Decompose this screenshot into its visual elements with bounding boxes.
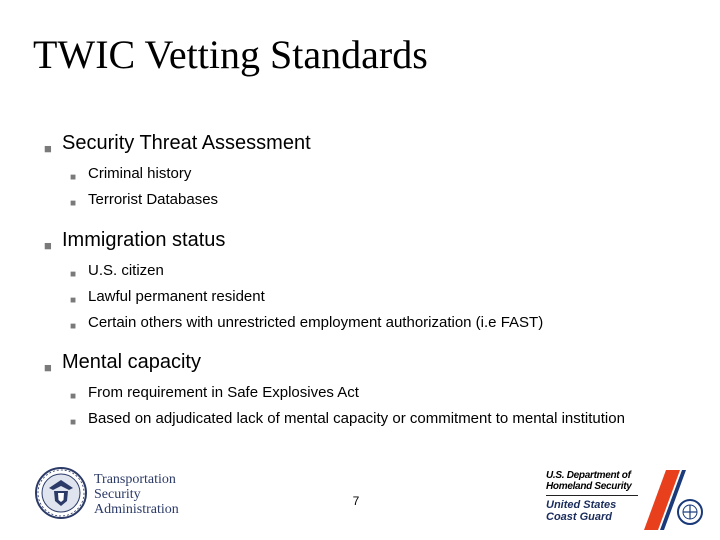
uscg-line2: Coast Guard <box>546 511 613 523</box>
sub-bullet <box>70 312 684 333</box>
square-bullet-icon: ■ <box>70 172 77 183</box>
sub-bullet-text: From requirement in Safe Explosives Act <box>88 384 359 401</box>
bullet-security-threat-assessment <box>44 130 684 156</box>
bullet-immigration-status <box>44 227 684 253</box>
slide-body <box>44 130 684 429</box>
tsa-line1: Transportation <box>94 472 176 487</box>
page-number: 7 <box>352 494 360 508</box>
slide-title: TWIC Vetting Standards <box>33 32 428 77</box>
sub-bullet <box>70 189 684 210</box>
square-bullet-icon: ■ <box>70 391 77 402</box>
tsa-line2: Security <box>94 487 141 502</box>
square-bullet-icon: ■ <box>70 295 77 306</box>
bullet-mental-capacity <box>44 349 684 375</box>
coast-guard-stripe-icon <box>640 470 720 530</box>
sub-bullet <box>70 286 684 307</box>
sub-bullet <box>70 408 648 429</box>
bullet-heading: Immigration status <box>62 229 226 251</box>
sub-bullet <box>70 163 684 184</box>
sub-bullet-text: Based on adjudicated lack of mental capacity or commitment to mental institution <box>88 410 625 427</box>
dhs-line1: U.S. Department of <box>546 470 631 481</box>
dhs-uscg-wordmark <box>546 470 646 523</box>
sub-bullet-text: Certain others with unrestricted employment authorization (i.e FAST) <box>88 314 544 331</box>
sub-bullet-text: Lawful permanent resident <box>88 288 265 305</box>
sub-bullet-text: Terrorist Databases <box>88 191 219 208</box>
sub-bullet-text: Criminal history <box>88 165 192 182</box>
tsa-logo <box>34 466 214 520</box>
sub-bullet <box>70 260 684 281</box>
square-bullet-icon: ■ <box>44 141 52 156</box>
sub-bullet <box>70 382 684 403</box>
square-bullet-icon: ■ <box>44 360 52 375</box>
uscg-line1: United States <box>546 499 617 511</box>
tsa-line3: Administration <box>94 502 179 517</box>
sub-bullet-text: U.S. citizen <box>88 262 164 279</box>
bullet-heading: Mental capacity <box>62 351 201 373</box>
dhs-line2: Homeland Security <box>546 481 632 492</box>
bullet-heading: Security Threat Assessment <box>62 132 311 154</box>
square-bullet-icon: ■ <box>70 321 77 332</box>
square-bullet-icon: ■ <box>70 269 77 280</box>
square-bullet-icon: ■ <box>70 417 77 428</box>
square-bullet-icon: ■ <box>70 198 77 209</box>
divider <box>546 495 638 496</box>
square-bullet-icon: ■ <box>44 238 52 253</box>
